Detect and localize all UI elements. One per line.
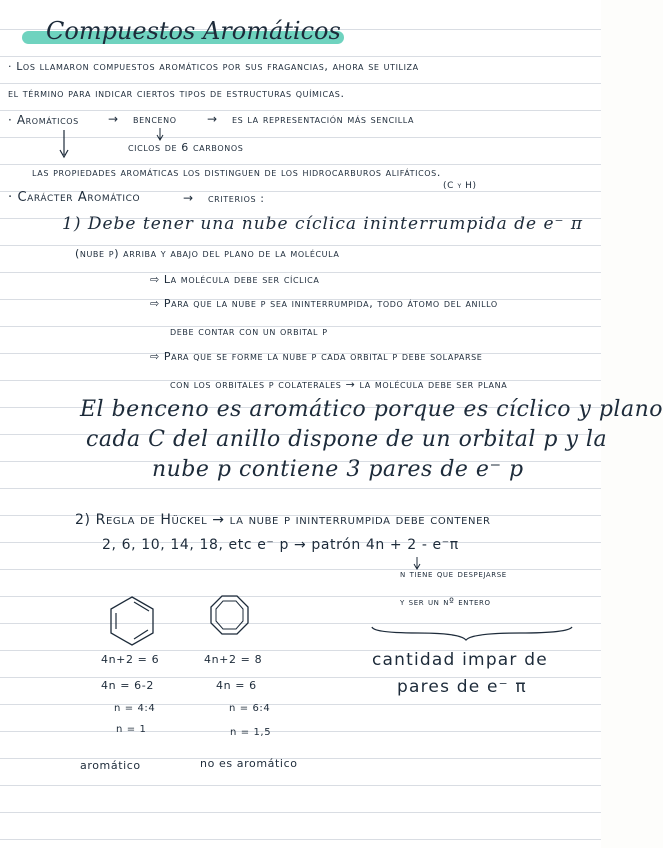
- arrow-icon: →: [183, 191, 194, 205]
- calc-benceno-4: n = 1: [116, 724, 147, 735]
- arrow-icon: →: [108, 112, 119, 126]
- page-title: Compuestos Aromáticos: [46, 17, 341, 45]
- benzene-icon: [111, 597, 153, 645]
- benceno-note-1: El benceno es aromático porque es cíclico y plano: [80, 397, 663, 422]
- cantidad-line-2: pares de e⁻ π: [397, 677, 527, 697]
- criterio-1-bullet-2b: debe contar con un orbital p: [170, 325, 328, 338]
- criterio-2-heading: 2) Regla de Hückel → la nube p ininterrumpida debe contener: [75, 512, 491, 528]
- aromaticos-label: · Aromáticos: [8, 113, 79, 127]
- calc-cot-4: n = 1,5: [230, 727, 272, 738]
- criterio-2-serie: 2, 6, 10, 14, 18, etc e⁻ p → patrón 4n + 2 - e⁻π: [102, 537, 459, 553]
- cantidad-line-1: cantidad impar de: [372, 650, 548, 670]
- result-cot: no es aromático: [200, 757, 298, 770]
- calc-benceno-1: 4n+2 = 6: [101, 653, 160, 666]
- criterio-1-bullet-2a: ⇨ Para que la nube p sea ininterrumpida, todo átomo del anillo: [150, 297, 498, 310]
- calc-cot-3: n = 6:4: [229, 703, 271, 714]
- propiedades-text: las propiedades aromáticas los distinguen de los hidrocarburos alifáticos.: [32, 166, 441, 179]
- benceno-note-3: nube p contiene 3 pares de e⁻ p: [152, 457, 524, 482]
- n-entero: y ser un nº entero: [400, 597, 491, 608]
- arrow-icon: →: [207, 112, 218, 126]
- n-despejarse: n tiene que despejarse: [400, 569, 507, 580]
- representacion-text: es la representación más sencilla: [232, 113, 415, 126]
- criterio-1-heading: 1) Debe tener una nube cíclica ininterrumpida de e⁻ π: [62, 214, 584, 234]
- caracter-label: · Carácter Aromático: [8, 190, 141, 205]
- calc-benceno-3: n = 4:4: [114, 703, 156, 714]
- ciclos-text: ciclos de 6 carbonos: [128, 141, 244, 154]
- criterios-label: criterios :: [208, 192, 265, 205]
- cyh-text: (C y H): [443, 181, 477, 191]
- calc-cot-2: 4n = 6: [216, 679, 257, 692]
- calc-benceno-2: 4n = 6-2: [101, 679, 154, 692]
- criterio-1-nube: (nube p) arriba y abajo del plano de la molécula: [75, 247, 340, 260]
- intro-line-1: · Los llamaron compuestos aromáticos por sus fragancias, ahora se utiliza: [8, 60, 419, 73]
- benceno-label: benceno: [133, 113, 177, 126]
- criterio-1-bullet-1: ⇨ La molécula debe ser cíclica: [150, 273, 320, 286]
- criterio-1-bullet-3a: ⇨ Para que se forme la nube p cada orbital p debe solaparse: [150, 350, 483, 363]
- intro-line-2: el término para indicar ciertos tipos de estructuras químicas.: [8, 87, 345, 100]
- calc-cot-1: 4n+2 = 8: [204, 653, 263, 666]
- criterio-1-bullet-3b: con los orbitales p colaterales → la molécula debe ser plana: [170, 378, 508, 391]
- benceno-note-2: cada C del anillo dispone de un orbital p y la: [86, 427, 608, 452]
- result-benceno: aromático: [80, 759, 141, 772]
- cyclooctatetraene-icon: [211, 596, 248, 634]
